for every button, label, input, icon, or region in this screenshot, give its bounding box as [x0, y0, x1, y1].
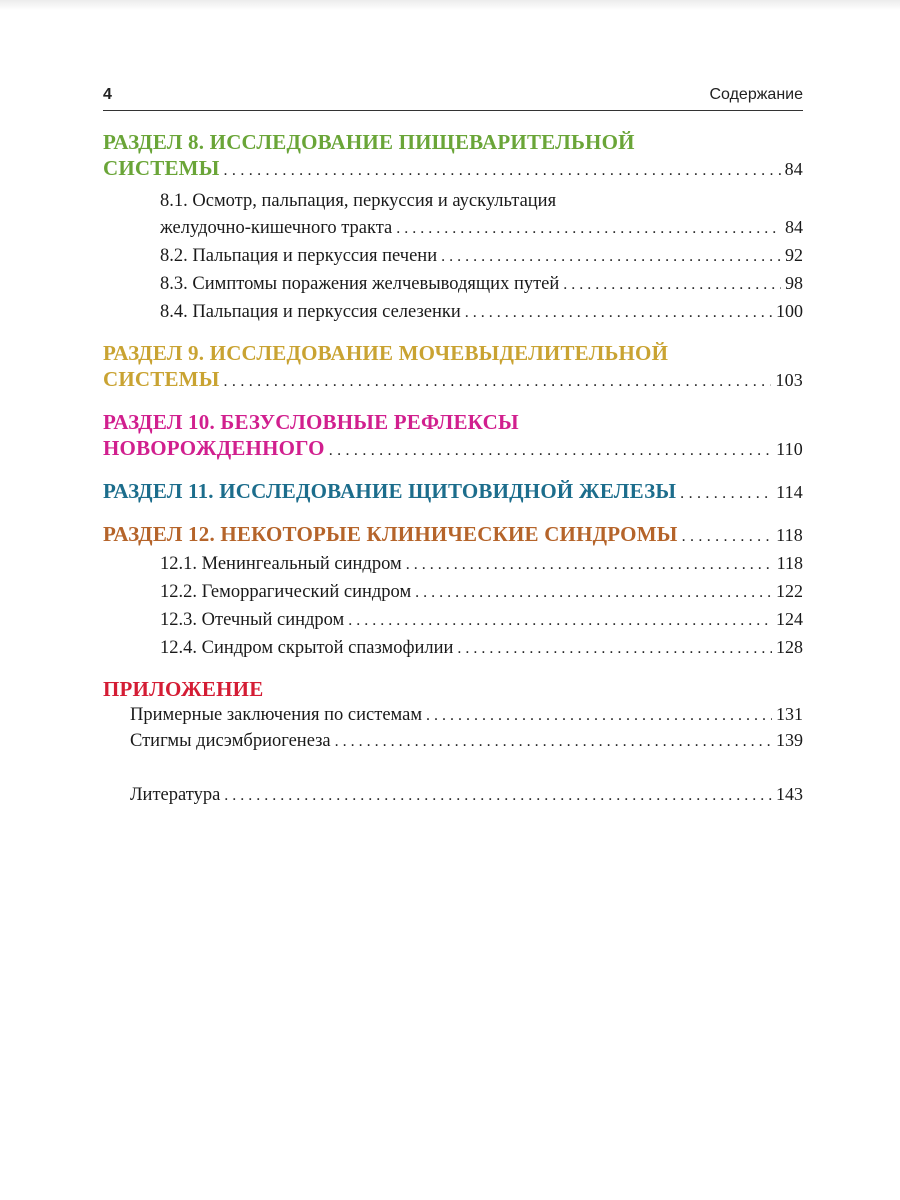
page-number: 4: [103, 86, 112, 103]
dot-leader: [224, 783, 772, 808]
item-12-4-page: 128: [776, 637, 803, 657]
section-10-title-line2: [103, 435, 803, 464]
dot-leader: [224, 369, 772, 395]
dot-leader: [224, 158, 781, 184]
item-12-3-text: 12.3. Отечный синдром: [160, 610, 345, 630]
appendix-title[interactable]: ПРИЛОЖЕНИЕ: [103, 677, 264, 701]
dot-leader: [329, 438, 772, 464]
appendix-item-1-text: Примерные заключения по системам: [130, 705, 423, 725]
section-8-page: 84: [784, 159, 803, 179]
item-8-2-page: 92: [785, 245, 803, 265]
dot-leader: [335, 729, 772, 754]
dot-leader: [426, 703, 772, 728]
dot-leader: [441, 244, 781, 270]
section-8-title-line2: [103, 155, 803, 184]
dot-leader: [396, 216, 781, 242]
item-12-1-page: 118: [776, 553, 803, 573]
toc-appendix-item-1[interactable]: [103, 702, 803, 728]
section-9-page: 103: [775, 370, 803, 390]
toc-section-11[interactable]: [103, 478, 803, 507]
appendix-item-2-page: 139: [776, 730, 803, 750]
toc-item-12-2[interactable]: [103, 578, 803, 606]
section-8-title-line1: РАЗДЕЛ 8. ИССЛЕДОВАНИЕ ПИЩЕВАРИТЕЛЬНОЙ: [103, 130, 635, 154]
section-11-title: РАЗДЕЛ 11. ИССЛЕДОВАНИЕ ЩИТОВИДНОЙ ЖЕЛЕЗЫ: [103, 479, 677, 503]
item-12-4-text: 12.4. Синдром скрытой спазмофилии: [160, 638, 454, 658]
page-top-edge: [0, 0, 900, 10]
section-12-page: 118: [776, 525, 803, 545]
item-8-1-page: 84: [785, 217, 803, 237]
dot-leader: [457, 636, 772, 662]
toc-item-8-3[interactable]: [103, 270, 803, 298]
toc-section-8[interactable]: [103, 129, 803, 184]
item-8-1-line2: [160, 214, 803, 242]
dot-leader: [465, 300, 772, 326]
toc-item-12-1[interactable]: [103, 550, 803, 578]
item-12-1-text: 12.1. Менингеальный синдром: [160, 554, 402, 574]
toc-item-8-1[interactable]: [103, 188, 803, 242]
appendix-item-1-page: 131: [776, 704, 803, 724]
toc-section-9[interactable]: [103, 340, 803, 395]
section-9-title-text: СИСТЕМЫ: [103, 367, 220, 391]
dot-leader: [682, 524, 773, 550]
item-8-2-text: 8.2. Пальпация и перкуссия печени: [160, 246, 438, 266]
toc-item-12-3[interactable]: [103, 606, 803, 634]
item-12-2-page: 122: [776, 581, 803, 601]
toc-section-12[interactable]: [103, 521, 803, 550]
toc-literature[interactable]: [103, 782, 803, 808]
running-title: Содержание: [709, 86, 803, 103]
item-8-4-page: 100: [776, 301, 803, 321]
section-11-page: 114: [776, 482, 803, 502]
section-9-title-line1: РАЗДЕЛ 9. ИССЛЕДОВАНИЕ МОЧЕВЫДЕЛИТЕЛЬНОЙ: [103, 341, 669, 365]
item-8-1-line1: 8.1. Осмотр, пальпация, перкуссия и аускультация: [160, 191, 557, 211]
item-8-4-text: 8.4. Пальпация и перкуссия селезенки: [160, 302, 461, 322]
literature-page: 143: [776, 784, 803, 804]
dot-leader: [415, 580, 772, 606]
toc-item-8-2[interactable]: [103, 242, 803, 270]
toc-section-10[interactable]: [103, 409, 803, 464]
dot-leader: [563, 272, 781, 298]
section-10-title-text: НОВОРОЖДЕННОГО: [103, 436, 325, 460]
section-10-page: 110: [776, 439, 803, 459]
appendix-item-2-text: Стигмы дисэмбриогенеза: [130, 731, 331, 751]
item-8-3-text: 8.3. Симптомы поражения желчевыводящих путей: [160, 274, 560, 294]
dot-leader: [348, 608, 772, 634]
section-10-title-line1: РАЗДЕЛ 10. БЕЗУСЛОВНЫЕ РЕФЛЕКСЫ: [103, 410, 519, 434]
item-12-3-page: 124: [776, 609, 803, 629]
toc-item-8-4[interactable]: [103, 298, 803, 326]
header-rule: [103, 110, 803, 111]
section-8-title-text: СИСТЕМЫ: [103, 156, 220, 180]
section-9-title-line2: [103, 366, 803, 395]
item-8-3-page: 98: [785, 273, 803, 293]
dot-leader: [406, 552, 773, 578]
item-8-1-text: желудочно-кишечного тракта: [160, 218, 393, 238]
literature-text: Литература: [130, 785, 221, 805]
toc-appendix-item-2[interactable]: [103, 728, 803, 754]
item-12-2-text: 12.2. Геморрагический синдром: [160, 582, 412, 602]
toc-item-12-4[interactable]: [103, 634, 803, 662]
table-of-contents: [103, 129, 803, 808]
running-header: [103, 86, 803, 108]
dot-leader: [680, 481, 772, 507]
section-12-title: РАЗДЕЛ 12. НЕКОТОРЫЕ КЛИНИЧЕСКИЕ СИНДРОМЫ: [103, 522, 678, 546]
